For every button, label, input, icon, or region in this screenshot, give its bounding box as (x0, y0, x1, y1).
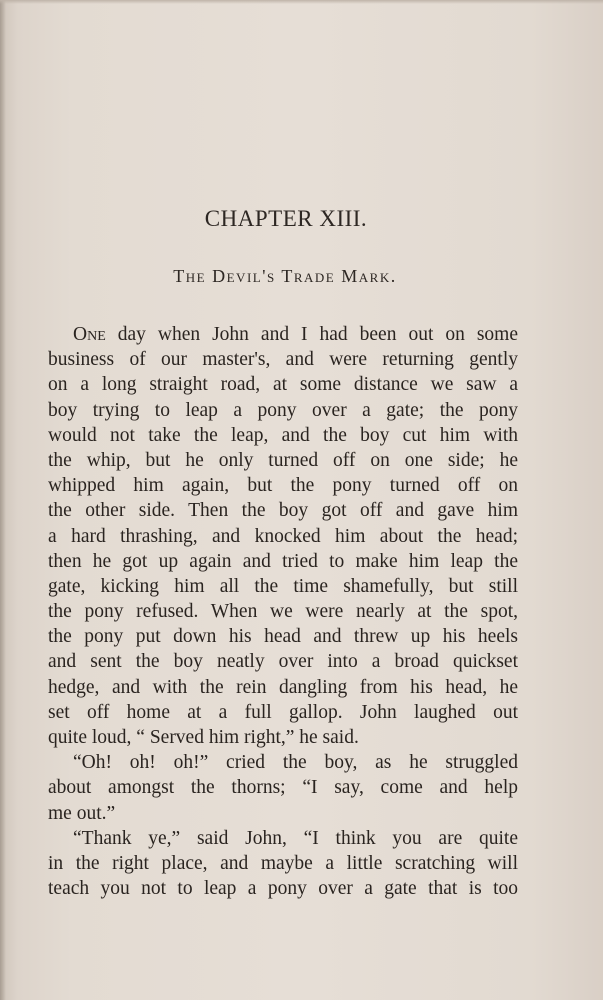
text-line: about amongst the thorns; “I say, come and help (48, 777, 518, 799)
text-line: then he got up again and tried to make him leap the (48, 550, 518, 572)
text-line: a hard thrashing, and knocked him about the head; (48, 525, 518, 547)
text-line: and sent the boy neatly over into a broad quickset (48, 651, 518, 673)
text-line: would not take the leap, and the boy cut him with (48, 424, 518, 446)
text-line: the pony put down his head and threw up his heels (48, 626, 518, 648)
page-top-edge (0, 0, 603, 4)
chapter-heading: CHAPTER XIII. (204, 206, 368, 231)
text-line: me out.” (48, 802, 116, 824)
drop-word: One (73, 324, 106, 345)
text-line: “Thank ye,” said John, “I think you are quite (73, 827, 518, 849)
text-line: on a long straight road, at some distance we saw a (48, 374, 518, 396)
text-line: in the right place, and maybe a little scratching will (48, 852, 518, 874)
text-line: boy trying to leap a pony over a gate; the pony (48, 399, 518, 421)
text-line: teach you not to leap a pony over a gate that is too (48, 878, 518, 900)
text-line: “Oh! oh! oh!” cried the boy, as he struggled (73, 752, 518, 774)
first-line-rest: day when John and I had been out on some (117, 324, 518, 345)
text-line: gate, kicking him all the time shamefully, but still (48, 575, 518, 597)
body-text (48, 322, 518, 901)
chapter-subtitle: The Devil's Trade Mark. (173, 266, 397, 286)
text-line: whipped him again, but the pony turned off on (48, 475, 518, 497)
text-line: set off home at a full gallop. John laughed out (48, 701, 518, 723)
spine-shadow (0, 0, 6, 1000)
text-line: the other side. Then the boy got off and gave him (48, 500, 518, 522)
text-line: business of our master's, and were returning gently (48, 349, 518, 371)
text-line-1 (48, 322, 518, 347)
text-line: quite loud, “ Served him right,” he said. (48, 727, 359, 748)
text-line: the whip, but he only turned off on one side; he (48, 449, 518, 471)
text-line: hedge, and with the rein dangling from his head, he (48, 676, 518, 698)
text-line: the pony refused. When we were nearly at the spot, (48, 601, 518, 623)
